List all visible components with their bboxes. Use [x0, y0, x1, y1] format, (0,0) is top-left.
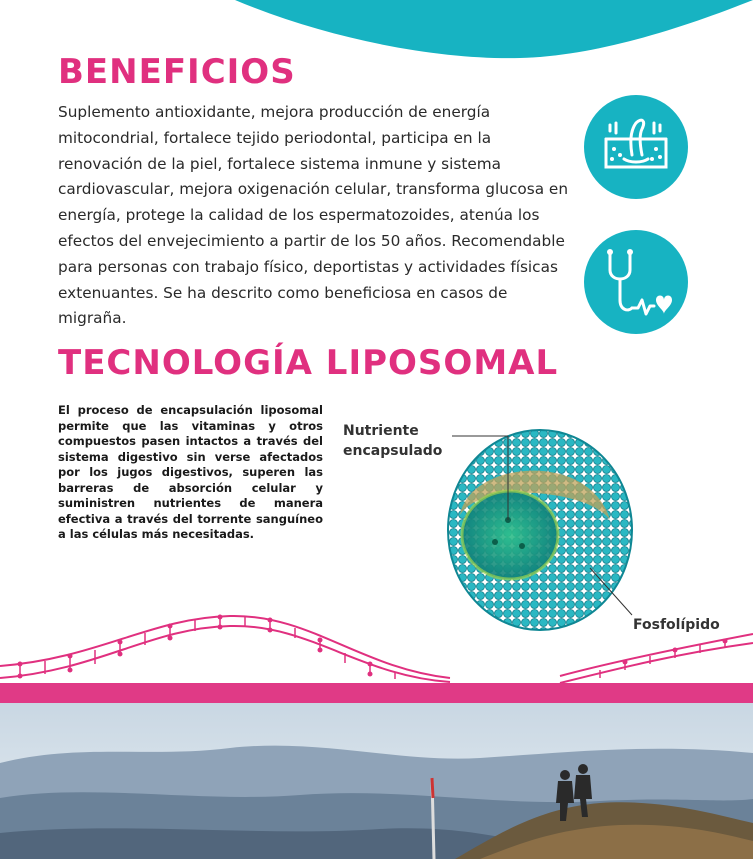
label-fosfolipido: Fosfolípido: [633, 617, 720, 633]
tecnologia-text: El proceso de encapsulación liposomal permite que las vitaminas y otros compuestos pasen intactos a través del sistema digestivo sin verse afectados por los jugos digestivos, superen las barreras de absorción celular y suministren nutrientes de manera efectiva a través del torrente sanguíneo a las células más necesitadas.: [58, 403, 323, 541]
skin-hair-follicle-icon: [584, 95, 688, 199]
beneficios-text: Suplemento antioxidante, mejora producción de energía mitocondrial, fortalece tejido periodontal, participa en la renovación de la piel, fortalece sistema inmune y sistema cardiovascular, mejora oxigenación celular, transforma glucosa en energía, protege la calidad de los espermatozoides, atenúa los efectos del envejecimiento a partir de los 50 años. Recomendable para personas con trabajo físico, deportistas y actividades físicas extenuantes. Se ha descrito como beneficiosa en casos de migraña.: [58, 103, 569, 328]
label-nutriente-encapsulado: Nutriente encapsulado: [343, 423, 443, 459]
stethoscope-heart-icon: [584, 230, 688, 334]
beneficios-heading: BENEFICIOS: [58, 52, 296, 92]
hikers-mountain-photo: [0, 703, 753, 859]
dna-decoration: [0, 598, 753, 683]
tecnologia-heading: TECNOLOGÍA LIPOSOMAL: [58, 343, 559, 383]
pink-divider-bar: [0, 683, 753, 703]
